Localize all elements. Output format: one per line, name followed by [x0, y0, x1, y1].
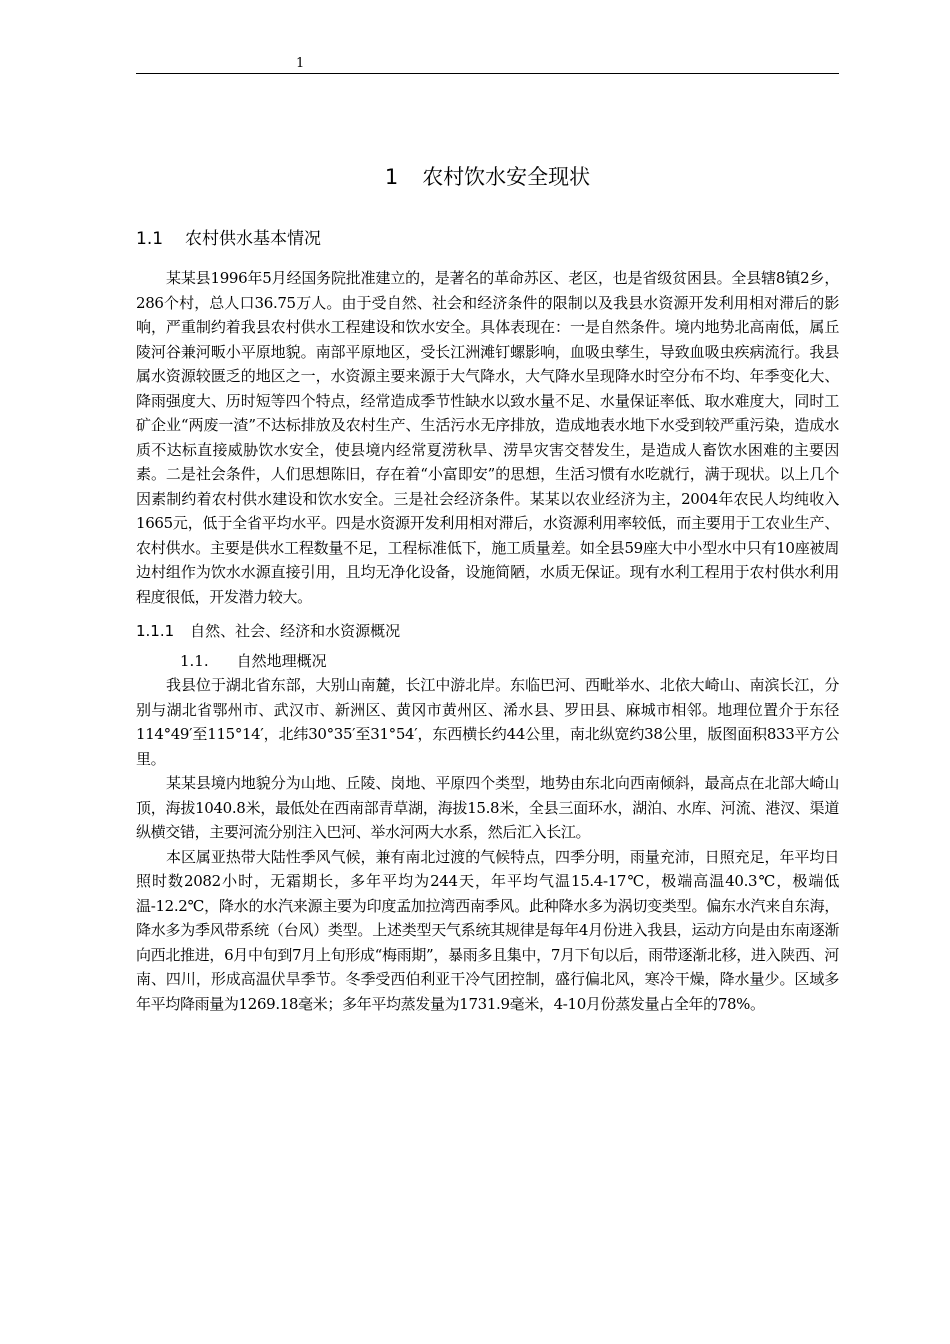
subsubsection-number: 1.1.: [180, 652, 209, 670]
section-number: 1.1: [136, 229, 164, 249]
header-page-number: 1: [296, 56, 305, 71]
document-body: [136, 162, 839, 1016]
paragraph-location: 我县位于湖北省东部，大别山南麓，长江中游北岸。东临巴河、西毗举水、北依大崎山、南滨长江，分别与湖北省鄂州市、武汉市、新洲区、黄冈市黄州区、浠水县、罗田县、麻城市相邻。地理位置介于东径114°49′至115°14′，北纬30°35′至31°54′，东西横长约44公里，南北纵宽约38公里，版图面积833平方公里。: [136, 676, 839, 768]
paragraph-terrain: 某某县境内地貌分为山地、丘陵、岗地、平原四个类型，地势由东北向西南倾斜，最高点在北部大崎山顶，海拔1040.8米，最低处在西南部青草湖，海拔15.8米，全县三面环水，湖泊、水库、河流、港汊、渠道纵横交错，主要河流分别注入巴河、举水河两大水系，然后汇入长江。: [136, 774, 839, 841]
subsubsection-title: [180, 649, 839, 673]
section-title: [136, 226, 839, 252]
intro-paragraph: 某某县1996年5月经国务院批准建立的，是著名的革命苏区、老区，也是省级贫困县。全县辖8镇2乡，286个村，总人口36.75万人。由于受自然、社会和经济条件的限制以及我县水资源开发利用相对滞后的影响，严重制约着我县农村供水工程建设和饮水安全。具体表现在：一是自然条件。境内地势北高南低，属丘陵河谷兼河畈小平原地貌。南部平原地区，受长江洲滩钉螺影响，血吸虫孳生，导致血吸虫疾病流行。我县属水资源较匮乏的地区之一，水资源主要来源于大气降水，大气降水呈现降水时空分布不均、年季变化大、降雨强度大、历时短等四个特点，经常造成季节性缺水以致水量不足、水量保证率低、取水难度大，同时工矿企业“两废一渣”不达标排放及农村生产、生活污水无序排放，造成地表水地下水受到较严重污染，造成水质不达标直接威胁饮水安全，使县境内经常夏涝秋旱、涝旱灾害交替发生，是造成人畜饮水困难的主要因素。二是社会条件，人们思想陈旧，存在着“小富即安”的思想，生活习惯有水吃就行，满于现状。以上几个因素制约着农村供水建设和饮水安全。三是社会经济条件。某某以农业经济为主，2004年农民人均纯收入1665元，低于全省平均水平。四是水资源开发利用相对滞后，水资源利用率较低，而主要用于工农业生产、农村供水。主要是供水工程数量不足，工程标准低下，施工质量差。如全县59座大中小型水中只有10座被周边村组作为饮水水源直接引用，且均无净化设备，设施简陋，水质无保证。现有水利工程用于农村供水利用程度很低，开发潜力较大。: [136, 269, 839, 606]
paragraph-climate: 本区属亚热带大陆性季风气候，兼有南北过渡的气候特点，四季分明，雨量充沛，日照充足，年平均日照时数2082小时，无霜期长，多年平均为244天，年平均气温15.4-17℃，极端高温40.3℃，极端低温-12.2℃，降水的水汽来源主要为印度孟加拉湾西南季风。此种降水多为涡切变类型。偏东水汽来自东海，降水多为季风带系统（台风）类型。上述类型天气系统其规律是每年4月份进入我县，运动方向是由东南逐渐向西北推进，6月中旬到7月上旬形成“梅雨期”，暴雨多且集中，7月下旬以后，雨带逐渐北移，进入陕西、河南、四川，形成高温伏旱季节。冬季受西伯利亚干冷气团控制，盛行偏北风，寒冷干燥，降水量少。区域多年平均降雨量为1269.18毫米；多年平均蒸发量为1731.9毫米，4-10月份蒸发量占全年的78%。: [136, 847, 839, 1013]
subsection-title-text: 自然、社会、经济和水资源概况: [190, 622, 401, 640]
chapter-number: 1: [384, 165, 399, 189]
subsection-title: [136, 619, 839, 643]
chapter-title-text: 农村饮水安全现状: [422, 165, 591, 189]
subsection-number: 1.1.1: [136, 622, 175, 640]
header-rule: [136, 73, 839, 74]
chapter-title: [136, 162, 839, 192]
subsubsection-title-text: 自然地理概况: [236, 652, 327, 670]
section-title-text: 农村供水基本情况: [185, 229, 322, 249]
